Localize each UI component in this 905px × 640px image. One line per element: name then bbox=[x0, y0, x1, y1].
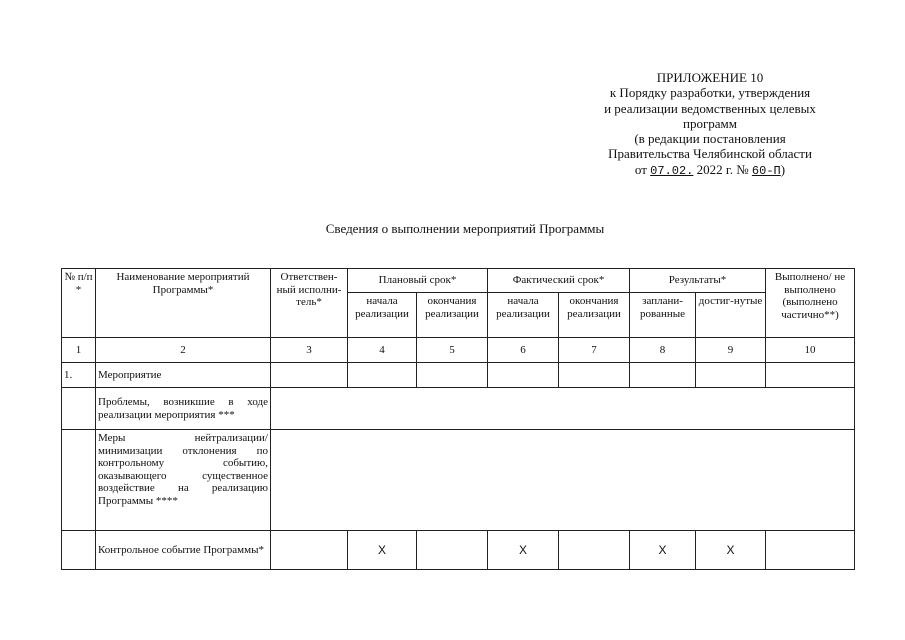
appendix-date-line bbox=[560, 162, 860, 179]
appendix-line: программ bbox=[682, 115, 737, 131]
x-mark: Х bbox=[630, 531, 696, 570]
empty-cell bbox=[417, 531, 488, 570]
header-results: Результаты* bbox=[630, 269, 766, 293]
table-row bbox=[62, 363, 855, 388]
empty-cell bbox=[488, 363, 559, 388]
date-prefix: от bbox=[634, 161, 647, 177]
resolution-number: 60-П bbox=[751, 163, 781, 178]
empty-cell bbox=[62, 388, 96, 430]
column-numbers-row bbox=[62, 338, 855, 363]
date-mid: 2022 г. № bbox=[696, 161, 749, 177]
header-plan: Плановый срок* bbox=[348, 269, 488, 293]
appendix-line: и реализации ведомственных целевых bbox=[604, 100, 816, 116]
empty-cell bbox=[766, 531, 855, 570]
header-achieved: достиг-нутые bbox=[696, 293, 766, 338]
problems-label: Проблемы, возникшие в ходе реализации мероприятия *** bbox=[96, 388, 271, 430]
appendix-title: ПРИЛОЖЕНИЕ 10 bbox=[656, 70, 764, 85]
appendix-line: к Порядку разработки, утверждения bbox=[609, 85, 811, 101]
table-row bbox=[62, 531, 855, 570]
appendix-line: (в редакции постановления bbox=[634, 131, 786, 147]
empty-cell bbox=[559, 531, 630, 570]
date-value: 07.02. bbox=[650, 163, 694, 178]
problems-value bbox=[271, 388, 855, 430]
measures-table bbox=[61, 268, 855, 570]
appendix-line: Правительства Челябинской области bbox=[608, 146, 812, 162]
empty-cell bbox=[766, 363, 855, 388]
col-number: 10 bbox=[766, 338, 855, 363]
empty-cell bbox=[696, 363, 766, 388]
header-name: Наименование мероприятий Программы* bbox=[96, 269, 271, 338]
empty-cell bbox=[62, 531, 96, 570]
row-name: Мероприятие bbox=[96, 363, 271, 388]
header-fact: Фактический срок* bbox=[488, 269, 630, 293]
table-row bbox=[62, 430, 855, 531]
header-plan-start: начала реализации bbox=[348, 293, 417, 338]
appendix-header bbox=[560, 70, 860, 179]
x-mark: Х bbox=[696, 531, 766, 570]
empty-cell bbox=[559, 363, 630, 388]
col-number: 1 bbox=[62, 338, 96, 363]
header-done: Выполнено/ не выполнено (выполнено частично**) bbox=[766, 269, 855, 338]
control-event-label: Контрольное событие Программы* bbox=[96, 531, 271, 570]
table-row bbox=[62, 388, 855, 430]
row-number: 1. bbox=[62, 363, 96, 388]
empty-cell bbox=[271, 531, 348, 570]
empty-cell bbox=[62, 430, 96, 531]
empty-cell bbox=[271, 363, 348, 388]
col-number: 8 bbox=[630, 338, 696, 363]
header-row bbox=[62, 269, 855, 293]
measures-value bbox=[271, 430, 855, 531]
col-number: 9 bbox=[696, 338, 766, 363]
x-mark: Х bbox=[348, 531, 417, 570]
header-plan-end: окончания реализации bbox=[417, 293, 488, 338]
date-suffix: ) bbox=[780, 161, 786, 177]
col-number: 6 bbox=[488, 338, 559, 363]
header-fact-end: окончания реализации bbox=[559, 293, 630, 338]
empty-cell bbox=[417, 363, 488, 388]
col-number: 2 bbox=[96, 338, 271, 363]
header-planned: заплани-рованные bbox=[630, 293, 696, 338]
measures-label: Меры нейтрализации/ минимизации отклонения по контрольному событию, оказывающего существенное воздействие на реализацию Программы **** bbox=[96, 430, 271, 531]
x-mark: Х bbox=[488, 531, 559, 570]
col-number: 4 bbox=[348, 338, 417, 363]
empty-cell bbox=[348, 363, 417, 388]
col-number: 7 bbox=[559, 338, 630, 363]
header-num: № п/п * bbox=[62, 269, 96, 338]
col-number: 3 bbox=[271, 338, 348, 363]
document-title: Сведения о выполнении мероприятий Программы bbox=[325, 221, 605, 236]
header-responsible: Ответствен-ный исполни-тель* bbox=[271, 269, 348, 338]
header-fact-start: начала реализации bbox=[488, 293, 559, 338]
col-number: 5 bbox=[417, 338, 488, 363]
empty-cell bbox=[630, 363, 696, 388]
